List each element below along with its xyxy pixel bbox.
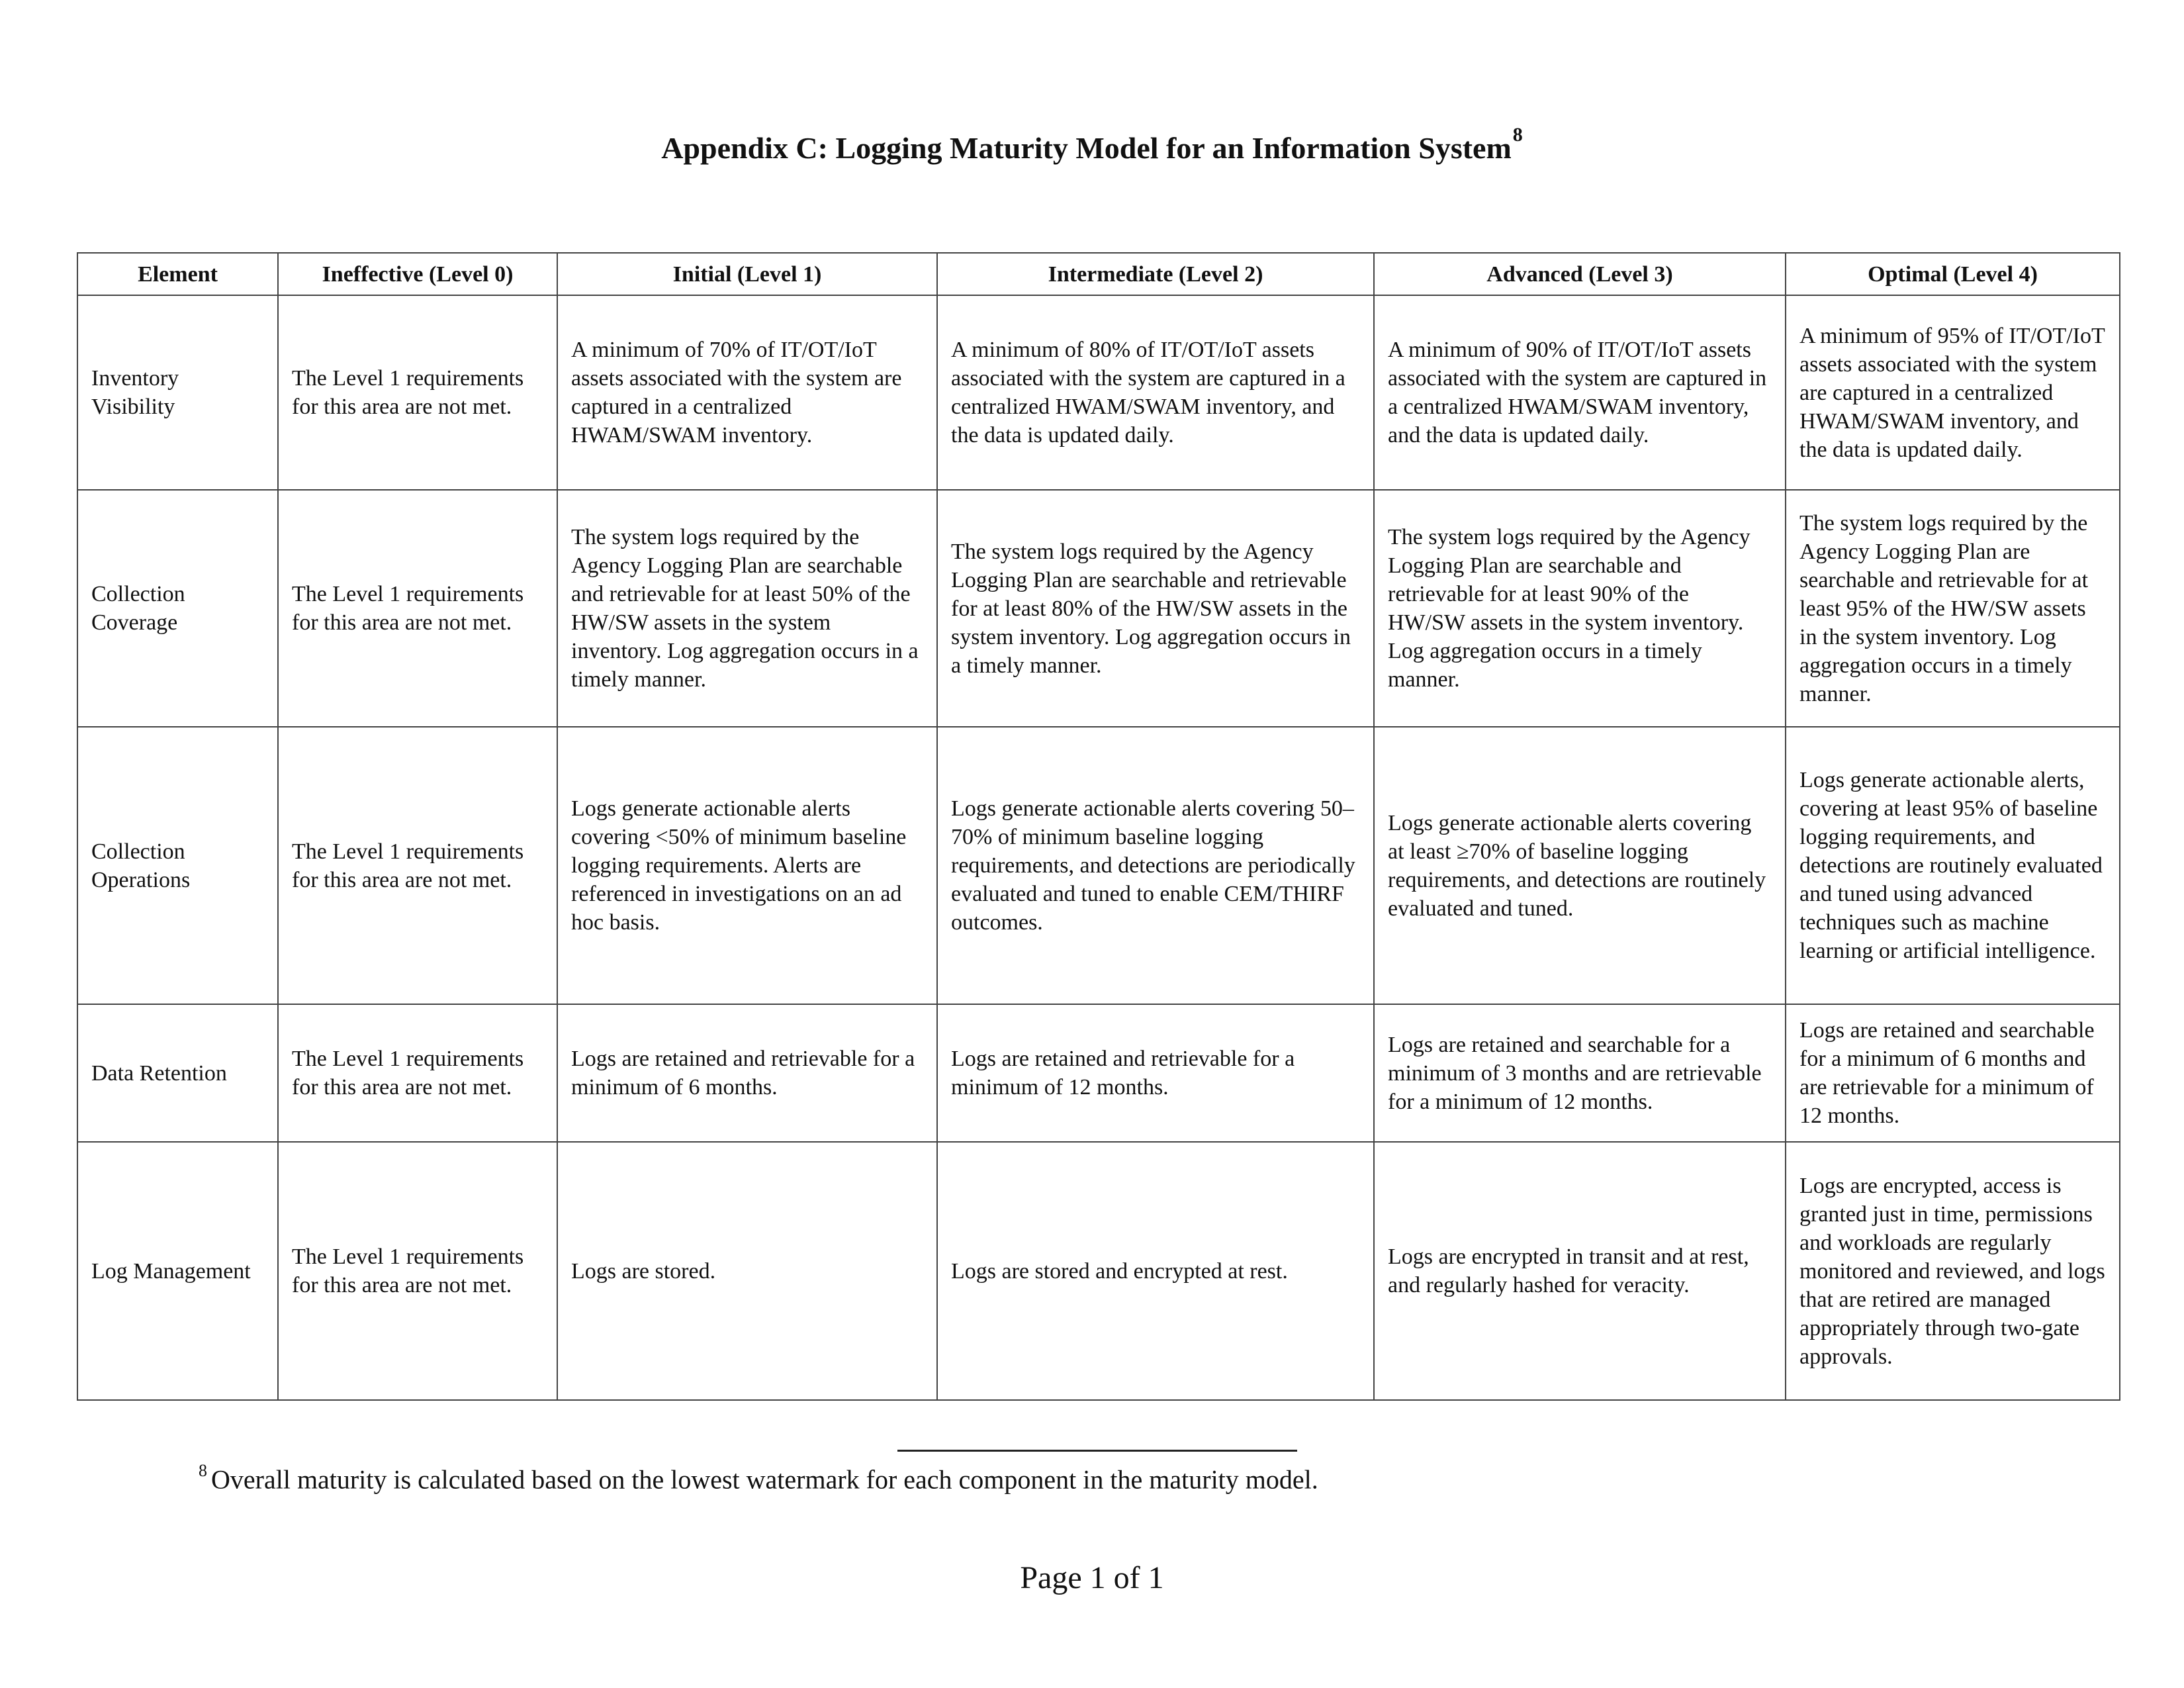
table-row [77, 1142, 2120, 1400]
footnote-marker: 8 [199, 1461, 207, 1480]
header-level-1: Initial (Level 1) [557, 253, 937, 295]
row-element-name: Data Retention [77, 1004, 278, 1142]
header-level-2: Intermediate (Level 2) [937, 253, 1374, 295]
cell-level-4: Logs are retained and searchable for a minimum of 6 months and are retrievable for a minimum of 12 months. [1786, 1004, 2120, 1142]
cell-level-2: A minimum of 80% of IT/OT/IoT assets associated with the system are captured in a centralized HWAM/SWAM inventory, and the data is updated daily. [937, 295, 1374, 490]
page-title [0, 124, 2184, 166]
row-element-name: Collection Coverage [77, 490, 278, 727]
header-element: Element [77, 253, 278, 295]
page-title-text: Appendix C: Logging Maturity Model for an Information System [661, 131, 1512, 165]
header-level-0: Ineffective (Level 0) [278, 253, 557, 295]
table-row [77, 295, 2120, 490]
cell-level-4: The system logs required by the Agency Logging Plan are searchable and retrievable for at least 95% of the HW/SW assets in the system inventory. Log aggregation occurs in a timely manner. [1786, 490, 2120, 727]
title-footnote-marker: 8 [1512, 124, 1523, 146]
row-element-name: Log Management [77, 1142, 278, 1400]
row-element-name: Collection Operations [77, 727, 278, 1004]
cell-level-1: Logs are stored. [557, 1142, 937, 1400]
cell-level-1: Logs are retained and retrievable for a minimum of 6 months. [557, 1004, 937, 1142]
page-number: Page 1 of 1 [1020, 1560, 1164, 1595]
cell-level-4: Logs generate actionable alerts, covering at least 95% of baseline logging requirements, and detections are routinely evaluated and tuned using advanced techniques such as machine learning or artificial intelligence. [1786, 727, 2120, 1004]
cell-level-1: The system logs required by the Agency Logging Plan are searchable and retrievable for at least 50% of the HW/SW assets in the system inventory. Log aggregation occurs in a timely manner. [557, 490, 937, 727]
footnote [199, 1463, 1318, 1495]
maturity-model-table [77, 252, 2120, 1401]
cell-level-2: Logs are stored and encrypted at rest. [937, 1142, 1374, 1400]
cell-level-2: Logs are retained and retrievable for a minimum of 12 months. [937, 1004, 1374, 1142]
cell-level-3: Logs generate actionable alerts covering at least ≥70% of baseline logging requirements, and detections are routinely evaluated and tuned. [1374, 727, 1786, 1004]
cell-level-0: The Level 1 requirements for this area are not met. [278, 490, 557, 727]
header-level-4: Optimal (Level 4) [1786, 253, 2120, 295]
cell-level-3: Logs are encrypted in transit and at rest, and regularly hashed for veracity. [1374, 1142, 1786, 1400]
cell-level-0: The Level 1 requirements for this area are not met. [278, 1142, 557, 1400]
cell-level-4: Logs are encrypted, access is granted just in time, permissions and workloads are regularly monitored and reviewed, and logs that are retired are managed appropriately through two-gate approvals. [1786, 1142, 2120, 1400]
footnote-separator [897, 1450, 1297, 1452]
cell-level-2: The system logs required by the Agency Logging Plan are searchable and retrievable for at least 80% of the HW/SW assets in the system inventory. Log aggregation occurs in a timely manner. [937, 490, 1374, 727]
cell-level-3: The system logs required by the Agency Logging Plan are searchable and retrievable for at least 90% of the HW/SW assets in the system inventory. Log aggregation occurs in a timely manner. [1374, 490, 1786, 727]
table-header-row [77, 253, 2120, 295]
cell-level-3: A minimum of 90% of IT/OT/IoT assets associated with the system are captured in a centralized HWAM/SWAM inventory, and the data is updated daily. [1374, 295, 1786, 490]
row-element-name: Inventory Visibility [77, 295, 278, 490]
footnote-text: Overall maturity is calculated based on the lowest watermark for each component in the maturity model. [211, 1464, 1318, 1495]
cell-level-1: Logs generate actionable alerts covering <50% of minimum baseline logging requirements. Alerts are referenced in investigations on an ad hoc basis. [557, 727, 937, 1004]
header-level-3: Advanced (Level 3) [1374, 253, 1786, 295]
cell-level-1: A minimum of 70% of IT/OT/IoT assets associated with the system are captured in a centralized HWAM/SWAM inventory. [557, 295, 937, 490]
cell-level-0: The Level 1 requirements for this area are not met. [278, 1004, 557, 1142]
cell-level-0: The Level 1 requirements for this area are not met. [278, 727, 557, 1004]
table-row [77, 1004, 2120, 1142]
cell-level-3: Logs are retained and searchable for a minimum of 3 months and are retrievable for a minimum of 12 months. [1374, 1004, 1786, 1142]
cell-level-4: A minimum of 95% of IT/OT/IoT assets associated with the system are captured in a centralized HWAM/SWAM inventory, and the data is updated daily. [1786, 295, 2120, 490]
table-row [77, 490, 2120, 727]
table-row [77, 727, 2120, 1004]
cell-level-0: The Level 1 requirements for this area are not met. [278, 295, 557, 490]
cell-level-2: Logs generate actionable alerts covering 50–70% of minimum baseline logging requirements, and detections are periodically evaluated and tuned to enable CEM/THIRF outcomes. [937, 727, 1374, 1004]
